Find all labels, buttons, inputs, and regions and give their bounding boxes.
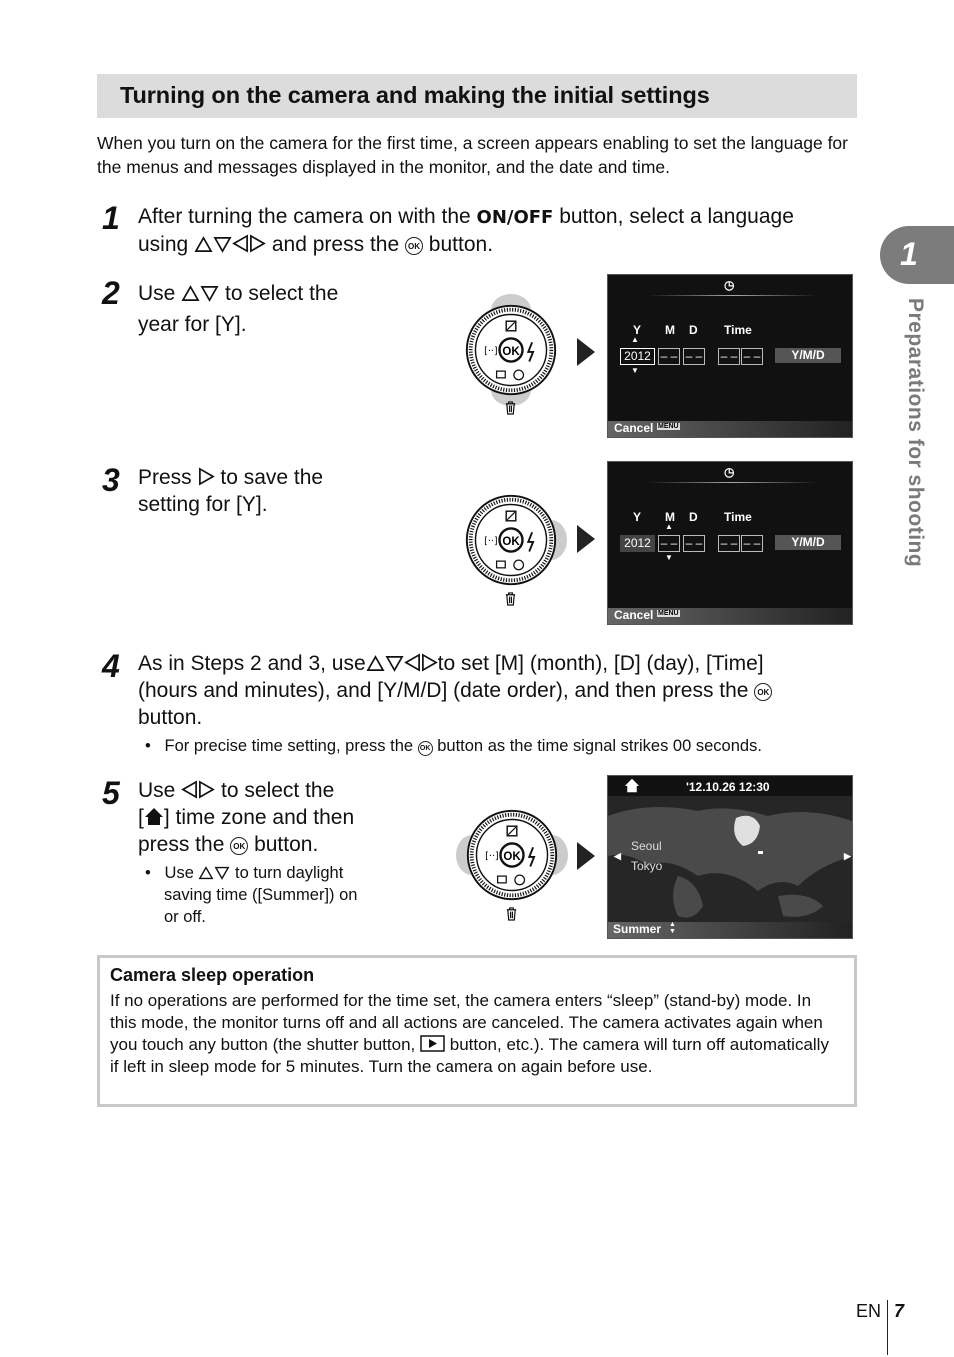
menu-button-icon: MENU <box>658 610 679 617</box>
step-text: to set [M] (month), [D] (day), [Time] <box>437 652 764 675</box>
down-arrow-icon <box>214 866 230 880</box>
note-body <box>110 990 840 1078</box>
cancel-label[interactable]: Cancel <box>614 608 654 622</box>
page-title: Turning on the camera and making the initial settings <box>120 82 710 108</box>
clock-icon: ◷ <box>724 278 735 292</box>
label-d: D <box>689 510 698 524</box>
step-number: 2 <box>102 275 120 311</box>
page-number: 7 <box>894 1301 905 1321</box>
minute-field[interactable]: – – <box>741 535 763 552</box>
city-tokyo: Tokyo <box>631 859 663 873</box>
bullet-text: For precise time setting, press the <box>164 737 414 755</box>
step-number: 3 <box>102 462 120 498</box>
step-text: [ <box>138 806 144 829</box>
bullet-text: or off. <box>164 908 206 926</box>
step-text: button. <box>422 233 494 256</box>
up-arrow-icon: ▲ <box>665 522 673 531</box>
step-text: and press the <box>266 233 405 256</box>
date-order-field[interactable]: Y/M/D <box>775 535 841 550</box>
up-arrow-icon <box>194 236 213 253</box>
bullet-text: to turn daylight <box>230 864 344 882</box>
step-text: ] time zone and then <box>163 806 355 829</box>
home-icon <box>144 807 164 826</box>
menu-button-icon: MENU <box>658 423 679 430</box>
step-text: button, select a language <box>553 205 794 228</box>
divider <box>648 482 818 483</box>
arrow-right-icon <box>577 338 595 366</box>
year-field[interactable]: 2012 <box>620 535 655 552</box>
down-arrow-icon <box>385 655 404 672</box>
step-text: press the <box>138 833 225 856</box>
step-text: button. <box>248 833 319 856</box>
note-text: button, etc.). The camera will turn off automatically if left in sleep mode for 5 minutes. Turn the camera on again before use. <box>110 1035 829 1076</box>
label-time: Time <box>724 510 752 524</box>
step-text: (hours and minutes), and [Y/M/D] (date order), and then press the <box>138 679 749 702</box>
left-arrow-icon <box>181 780 198 799</box>
arrow-right-icon <box>577 842 595 870</box>
down-arrow-icon: ▼ <box>665 553 673 562</box>
up-arrow-icon <box>198 866 214 880</box>
step-1-text <box>138 203 858 258</box>
step-number: 4 <box>102 648 120 684</box>
ok-button-icon: OK <box>405 237 423 255</box>
step-text: to save the <box>214 466 324 489</box>
right-arrow-icon <box>421 653 438 672</box>
control-dial-leftright <box>454 804 572 926</box>
down-arrow-icon <box>200 285 219 302</box>
step-text: Press <box>138 466 192 489</box>
hour-field[interactable]: – – <box>718 535 740 552</box>
right-arrow-icon[interactable]: ▶ <box>844 851 851 861</box>
left-arrow-icon <box>232 234 249 253</box>
day-field[interactable]: – – <box>683 348 705 365</box>
bullet-text: saving time ([Summer]) on <box>164 886 358 904</box>
ok-button-icon: OK <box>754 683 772 701</box>
step-text: using <box>138 233 189 256</box>
step-text: Use <box>138 282 176 305</box>
step-text: year for [Y]. <box>138 313 247 336</box>
step-text: to select the <box>219 282 339 305</box>
step-3-text <box>138 464 438 518</box>
down-arrow-icon <box>213 236 232 253</box>
hour-field[interactable]: – – <box>718 348 740 365</box>
control-dial-updown <box>458 292 568 418</box>
minute-field[interactable]: – – <box>741 348 763 365</box>
step-text: As in Steps 2 and 3, use <box>138 652 366 675</box>
up-arrow-icon: ▲ <box>631 335 639 344</box>
world-time-screen <box>607 775 853 939</box>
step-text: After turning the camera on with the <box>138 205 477 228</box>
step-number: 5 <box>102 775 120 811</box>
right-arrow-icon <box>198 467 215 486</box>
step-2-text <box>138 278 438 340</box>
date-order-field[interactable]: Y/M/D <box>775 348 841 363</box>
footer-language: EN <box>856 1301 882 1321</box>
right-arrow-icon <box>249 234 266 253</box>
playback-button-icon <box>420 1035 445 1052</box>
chapter-number: 1 <box>900 236 918 272</box>
down-arrow-icon: ▼ <box>631 366 639 375</box>
step-number: 1 <box>102 200 120 236</box>
note-text: If no operations are performed for the time set, the camera enters “sleep” (stand-by) mode. In this mode, the monitor turns off and all actions are canceled. The camera activates again when you touch any button (the shutter button, <box>110 991 823 1054</box>
date-screen-month <box>607 461 853 625</box>
day-field[interactable]: – – <box>683 535 705 552</box>
bullet-text: Use <box>164 864 194 882</box>
footer-divider <box>887 1300 888 1355</box>
chapter-title: Preparations for shooting <box>904 298 927 568</box>
label-time: Time <box>724 323 752 337</box>
ok-button-icon: OK <box>418 741 433 756</box>
updown-arrow-icon: ▲ ▼ <box>669 921 676 935</box>
cancel-label[interactable]: Cancel <box>614 421 654 435</box>
city-seoul: Seoul <box>631 839 662 853</box>
note-title: Camera sleep operation <box>110 965 315 985</box>
label-m: M <box>665 323 675 337</box>
home-icon <box>624 778 640 793</box>
step-4-bullet: • For precise time setting, press the OK button as the time signal strikes 00 seconds. <box>145 737 762 755</box>
control-dial-right <box>458 487 570 613</box>
clock-icon: ◷ <box>724 465 735 479</box>
intro-paragraph: When you turn on the camera for the first time, a screen appears enabling to set the language for the menus and messages displayed in the monitor, and the date and time. <box>97 133 848 177</box>
step-5-bullet: • Use to turn daylight saving time ([Summer]) on or off. <box>145 862 405 928</box>
date-screen-year <box>607 274 853 438</box>
left-arrow-icon <box>404 653 421 672</box>
summer-label[interactable]: Summer <box>613 922 662 936</box>
step-text: Use <box>138 779 176 802</box>
left-arrow-icon[interactable]: ◀ <box>614 851 621 861</box>
year-field[interactable]: 2012 <box>620 348 655 365</box>
step-5-text <box>138 777 438 858</box>
arrow-right-icon <box>577 525 595 553</box>
month-field[interactable]: – – <box>658 348 680 365</box>
ok-button-icon: OK <box>230 837 248 855</box>
bullet-text: button as the time signal strikes 00 seconds. <box>437 737 762 755</box>
step-text: button. <box>138 706 203 729</box>
month-field[interactable]: – – <box>658 535 680 552</box>
label-y: Y <box>633 510 642 524</box>
label-d: D <box>689 323 698 337</box>
up-arrow-icon <box>366 655 385 672</box>
right-arrow-icon <box>198 780 215 799</box>
onoff-label: ON/OFF <box>476 207 554 228</box>
label-m: M <box>665 510 675 524</box>
step-text: setting for [Y]. <box>138 493 268 516</box>
up-arrow-icon <box>181 285 200 302</box>
divider <box>648 295 818 296</box>
label-y: Y <box>633 323 642 337</box>
current-datetime: '12.10.26 12:30 <box>686 780 770 794</box>
step-4-text <box>138 650 858 731</box>
step-text: to select the <box>215 779 335 802</box>
